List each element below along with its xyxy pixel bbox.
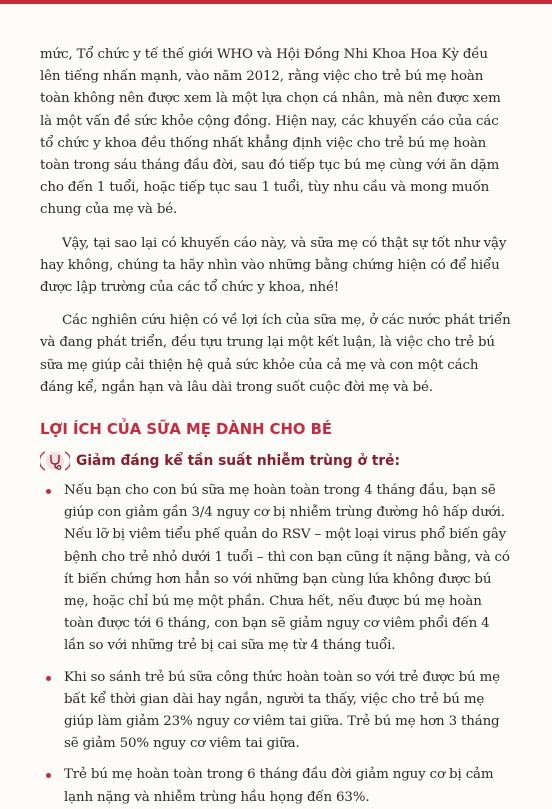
list-item-text: Khi so sánh trẻ bú sữa công thức hoàn toàn so với trẻ được bú mẹ bất kể thời gian dài hay ngắn, người ta thấy, việc cho trẻ bú mẹ giúp làm giảm 23% nguy cơ viêm tai giữa. Trẻ bú mẹ hơn 3 tháng sẽ giảm 50% nguy cơ viêm tai giữa. [64,669,500,752]
body-paragraph-3: Các nghiên cứu hiện có về lợi ích của sữa mẹ, ở các nước phát triển và đang phát triển, đều tựu trung lại một kết luận, là việc cho trẻ bú sữa mẹ giúp cải thiện hệ quả sức khỏe của cả mẹ và con một cách đáng kể, ngắn hạn và lâu dài trong suốt cuộc đời mẹ và bé. [40,313,511,395]
bullet-dot [46,489,51,494]
stethoscope-icon [40,448,70,474]
list-item-text: Nếu bạn cho con bú sữa mẹ hoàn toàn trong 4 tháng đầu, bạn sẽ giúp con giảm gần 3/4 nguy cơ bị nhiễm trùng đường hô hấp dưới. Nếu lỡ bị viêm tiểu phế quản do RSV – một loại virus phổ biến gây bệnh cho trẻ nhỏ dưới 1 tuổi – thì con bạn cũng ít nặng bằng, và có ít biến chứng hơn hẳn so với những bạn cùng lứa không được bú mẹ, hoặc chỉ bú mẹ một phần. Chưa hết, nếu được bú mẹ hoàn toàn được tới 6 tháng, con bạn sẽ giảm nguy cơ viêm phổi đến 4 lần so với những trẻ bị cai sữa mẹ từ 4 tháng tuổi. [64,483,510,654]
list-item [40,480,512,658]
list-item [40,764,512,808]
bullet-dot [46,773,51,778]
list-item [40,667,512,756]
list-item-text: Trẻ bú mẹ hoàn toàn trong 6 tháng đầu đời giảm nguy cơ bị cảm lạnh nặng và nhiễm trùng hầu họng đến 63%. [64,767,494,805]
sub-heading-text: Giảm đáng kể tần suất nhiễm trùng ở trẻ: [76,453,401,470]
top-accent-bar [0,0,552,4]
bullet-list [40,480,512,809]
section-title: LỢI ÍCH CỦA SỮA MẸ DÀNH CHO BÉ [40,421,333,439]
body-paragraph-2: Vậy, tại sao lại có khuyến cáo này, và sữa mẹ có thật sự tốt như vậy hay không, chúng ta hãy nhìn vào những bằng chứng hiện có để hiểu được lập trường của các tổ chức y khoa, nhé! [40,235,507,296]
body-paragraph-1: mức, Tổ chức y tế thế giới WHO và Hội Đồng Nhi Khoa Hoa Kỳ đều lên tiếng nhấn mạnh, vào năm 2012, rằng việc cho trẻ bú mẹ hoàn toàn không nên được xem là một lựa chọn cá nhân, mà nên được xem là một vấn đề sức khỏe cộng đồng. Hiện nay, các khuyến cáo của các tổ chức y khoa đều thống nhất khẳng định việc cho trẻ bú mẹ hoàn toàn trong sáu tháng đầu đời, sau đó tiếp tục bú mẹ cùng với ăn dặm cho đến 1 tuổi, hoặc tiếp tục sau 1 tuổi, tùy nhu cầu và mong muốn chung của mẹ và bé. [40,47,501,218]
sub-heading [40,448,512,474]
bullet-dot [46,676,51,681]
